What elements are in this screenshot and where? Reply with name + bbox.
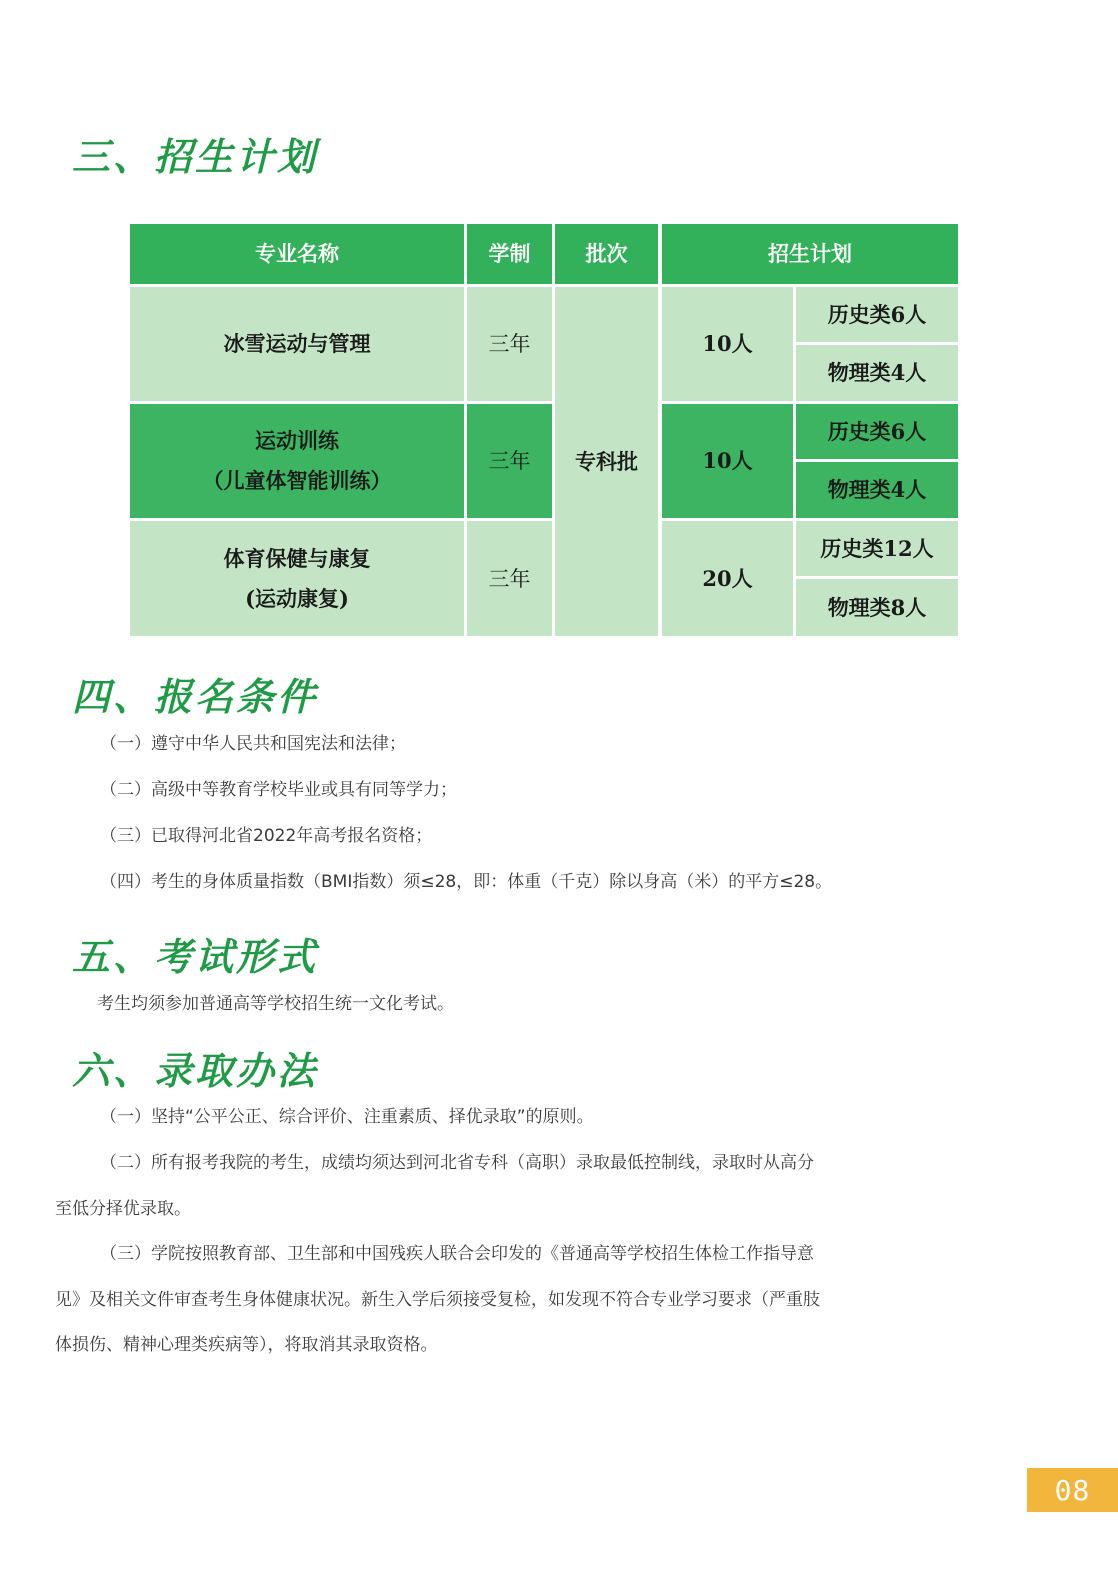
table-row-1-physics: 物理类4人: [796, 345, 958, 401]
table-row-2-physics: 物理类4人: [796, 462, 958, 518]
exam-text: 考生均须参加普通高等学校招生统一文化考试。: [97, 994, 454, 1014]
admission-line-4: （三）学院按照教育部、卫生部和中国残疾人联合会印发的《普通高等学校招生体检工作指导意: [100, 1244, 814, 1264]
table-header-batch: 批次: [555, 224, 658, 284]
condition-item-2: （二）高级中等教育学校毕业或具有同等学力；: [100, 780, 457, 800]
table-cell-batch: 专科批: [555, 287, 658, 636]
table-row-3-history: 历史类12人: [796, 521, 958, 576]
admission-line-5: 见》及相关文件审查考生身体健康状况。新生入学后须接受复检，如发现不符合专业学习要求（严重肢: [55, 1290, 820, 1310]
section-title-admission: 六、录取办法: [72, 1049, 319, 1093]
page-number-badge: 08: [1027, 1468, 1118, 1512]
table-row-1-history: 历史类6人: [796, 287, 958, 342]
admission-line-3: 至低分择优录取。: [55, 1199, 191, 1219]
condition-item-4: （四）考生的身体质量指数（BMI指数）须≤28，即：体重（千克）除以身高（米）的平方≤28。: [100, 872, 833, 892]
admission-line-6: 体损伤、精神心理类疾病等），将取消其录取资格。: [55, 1335, 438, 1355]
table-row-3-total: 20人: [662, 521, 793, 636]
major-name: 冰雪运动与管理: [223, 331, 371, 356]
major-subtitle: （儿童体智能训练）: [202, 468, 392, 493]
section-title-exam: 五、考试形式: [72, 935, 319, 979]
table-row-1-years: 三年: [467, 287, 552, 401]
admission-line-2: （二）所有报考我院的考生，成绩均须达到河北省专科（高职）录取最低控制线，录取时从高分: [100, 1153, 814, 1173]
table-row-3-physics: 物理类8人: [796, 579, 958, 636]
enrollment-plan-table: [130, 224, 958, 636]
table-row-2-years: 三年: [467, 404, 552, 518]
condition-item-3: （三）已取得河北省2022年高考报名资格；: [100, 826, 433, 846]
table-header-years: 学制: [467, 224, 552, 284]
admission-line-1: （一）坚持“公平公正、综合评价、注重素质、择优录取”的原则。: [100, 1107, 594, 1127]
section-title-conditions: 四、报名条件: [72, 675, 319, 719]
major-name: 体育保健与康复: [223, 545, 371, 571]
section-title-plan: 三、招生计划: [72, 135, 319, 179]
table-row-1-major: [130, 287, 464, 401]
table-row-2-major: [130, 404, 464, 518]
table-header-plan: 招生计划: [662, 224, 958, 284]
condition-item-1: （一）遵守中华人民共和国宪法和法律；: [100, 734, 406, 754]
table-header-major: 专业名称: [130, 224, 464, 284]
table-row-2-history: 历史类6人: [796, 404, 958, 459]
table-row-3-years: 三年: [467, 521, 552, 636]
table-row-3-major: [130, 521, 464, 636]
table-row-1-total: 10人: [662, 287, 793, 401]
major-subtitle: (运动康复): [245, 585, 349, 611]
major-name: 运动训练: [255, 428, 339, 453]
table-row-2-total: 10人: [662, 404, 793, 518]
